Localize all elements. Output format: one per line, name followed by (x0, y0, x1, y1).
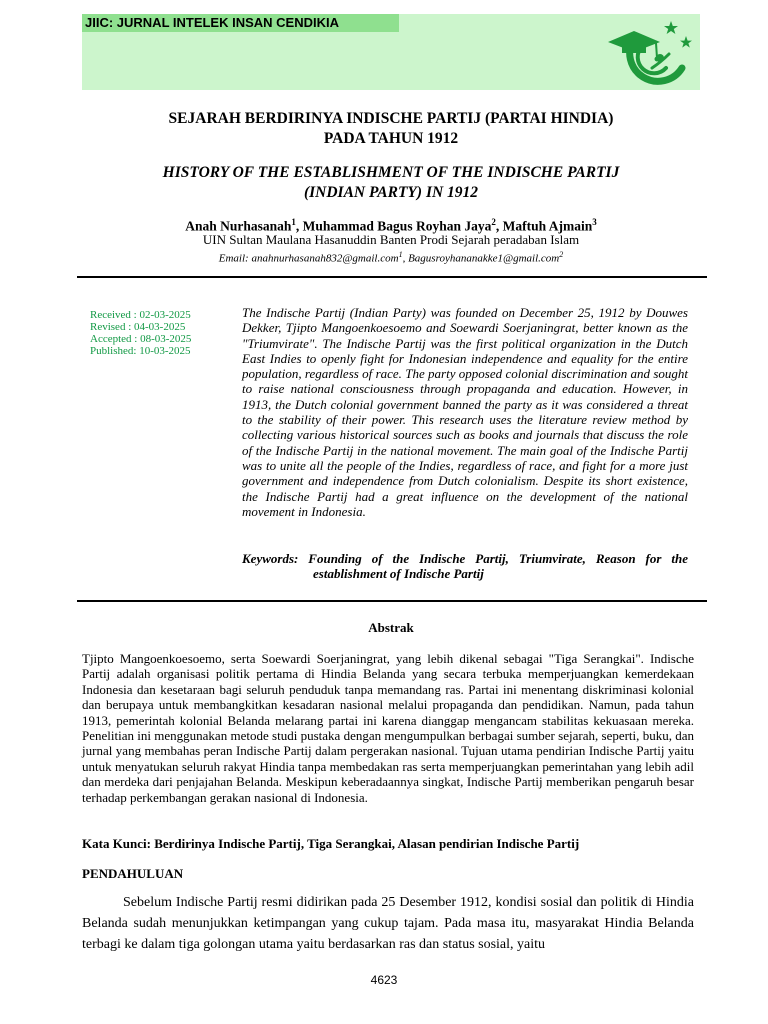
article-history (90, 309, 191, 357)
page-number: 4623 (370, 973, 398, 987)
divider (77, 600, 707, 602)
author-sup: 2 (491, 217, 496, 227)
affiliation: UIN Sultan Maulana Hasanuddin Banten Prodi Sejarah peradaban Islam (202, 232, 580, 247)
author-name: Maftuh Ajmain (502, 218, 593, 234)
title-en-line1: HISTORY OF THE ESTABLISHMENT OF THE INDISCHE PARTIJ (162, 164, 620, 181)
accepted-date: Accepted : 08-03-2025 (90, 333, 192, 345)
author-sup: 3 (592, 217, 597, 227)
email-line: Email: anahnurhasanah832@gmail.com$^1$, Bagusroyhananakke1@gmail.com$^2$ (218, 250, 564, 265)
published-date: Published: 10-03-2025 (90, 345, 191, 357)
author-sup: 1 (291, 217, 296, 227)
journal-name: JIIC: JURNAL INTELEK INSAN CENDIKIA (82, 14, 399, 32)
title-id-line2: PADA TAHUN 1912 (323, 130, 459, 147)
revised-date: Revised : 04-03-2025 (90, 321, 186, 333)
divider (77, 276, 707, 278)
email-link[interactable]: anahnurhasanah832@gmail.com (251, 252, 399, 265)
abstract-english: The Indische Partij (Indian Party) was founded on December 25, 1912 by Douwes Dekker, Tjipto Mangoenkoesoemo and Soewardi Soerjaningrat, better known as the "Triumvirate". The Indische Partij was the first political organization in the Dutch East Indies to openly fight for Indonesian independence and equality for the entire population, regardless of race. The party opposed colonial discrimination and sought to raise national consciousness through propaganda and education. However, in 1913, the Dutch colonial government banned the party as it was considered a threat to the stability of their power. This research uses the literature review method by collecting various historical sources such as books and journals that discuss the role of the Indische Partij in the national movement. The main goal of the Indische Partij was to unite all the people of the Indies, regardless of race, and fight for a more just government and independence from Dutch colonialism. Despite its short existence, the Indische Partij had a great influence on the development of the national movement in Indonesia. (242, 305, 688, 519)
title-en-line2: (INDIAN PARTY) IN 1912 (303, 184, 479, 201)
email-link[interactable]: Bagusroyhananakke1@gmail.com (408, 252, 560, 265)
title-id-line1: SEJARAH BERDIRINYA INDISCHE PARTIJ (PARTAI HINDIA) (168, 110, 614, 127)
graduation-cap-swoosh-logo (604, 16, 694, 92)
keywords-english: Keywords: Founding of the Indische Partij, Triumvirate, Reason for the establishment of Indische Partij (242, 551, 688, 581)
author-name: Muhammad Bagus Royhan Jaya (302, 218, 492, 234)
abstrak-heading: Abstrak (368, 620, 414, 635)
kata-kunci: Kata Kunci: Berdirinya Indische Partij, Tiga Serangkai, Alasan pendirian Indische Partij (82, 836, 580, 851)
section-heading: PENDAHULUAN (82, 866, 184, 881)
author-list: Anah Nurhasanah$^1$, Muhammad Bagus Royhan Jaya$^2$, Maftuh Ajmain$^3$ (185, 217, 597, 234)
intro-paragraph: Sebelum Indische Partij resmi didirikan pada 25 Desember 1912, kondisi sosial dan politik di Hindia Belanda sudah menunjukkan ketimpangan yang cukup tajam. Pada masa itu, masyarakat Hindia Belanda terbagi ke dalam tiga golongan utama yaitu berdasarkan ras dan status sosial, yaitu (82, 895, 694, 952)
email-prefix: Email: (218, 252, 252, 265)
received-date: Received : 02-03-2025 (90, 309, 191, 321)
author-name: Anah Nurhasanah (185, 218, 292, 234)
abstrak-body: Tjipto Mangoenkoesoemo, serta Soewardi Soerjaningrat, yang lebih dikenal sebagai "Tiga Serangkai". Indische Partij adalah organisasi politik pertama di Hindia Belanda yang secara terbuka memperjuangkan kemerdekaan Indonesia dan kesetaraan bagi seluruh penduduk tanpa memandang ras. Partai ini menentang diskriminasi kolonial dan berupaya untuk membangkitkan kesadaran nasional melalui propaganda dan pendidikan. Namun, pada tahun 1913, pemerintah kolonial Belanda melarang partai ini karena dianggap mengancam stabilitas kekuasaan mereka. Penelitian ini menggunakan metode studi pustaka dengan mengumpulkan berbagai sumber sejarah, seperti, buku, dan jurnal yang membahas peran Indische Partij dalam pergerakan nasional. Tujuan utama pendirian Indische Partij yaitu untuk menyatukan seluruh rakyat Hindia tanpa membedakan ras serta memperjuangkan pemerintahan yang lebih adil dan merdeka dari penjajahan Belanda. Meskipun keberadaannya singkat, Indische Partij memberikan pengaruh besar terhadap perkembangan gerakan nasional di Indonesia. (82, 651, 694, 805)
